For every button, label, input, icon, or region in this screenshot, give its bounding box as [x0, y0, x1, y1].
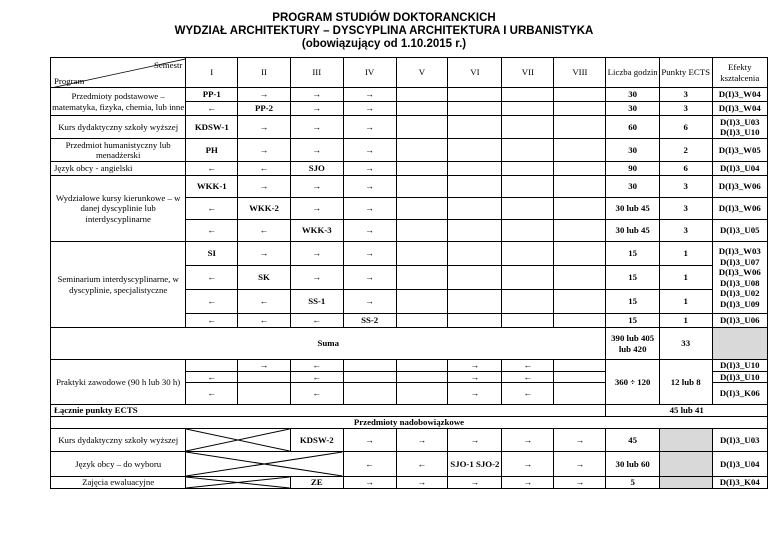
effect-code: D(I)3_U09 — [719, 298, 760, 309]
cell: SJO — [290, 162, 343, 176]
cell: → — [343, 198, 396, 220]
cell: → — [343, 477, 396, 489]
cell: → — [396, 477, 448, 489]
cell: ← — [290, 360, 343, 372]
ects-cell: 6 — [659, 162, 712, 176]
cell: → — [448, 383, 502, 405]
semestr-program-header — [51, 58, 186, 88]
ects-cell: 3 — [659, 102, 712, 116]
effects-cell: D(I)3_K04 — [712, 477, 768, 489]
cell: → — [290, 198, 343, 220]
hours-cell: 15 — [606, 266, 659, 290]
cell: → — [343, 102, 396, 116]
semester-header-2: II — [238, 58, 291, 88]
ects-cell: 1 — [659, 314, 712, 328]
cell: → — [554, 429, 606, 452]
sum-row — [51, 328, 768, 360]
cell: SK — [238, 266, 291, 290]
effects-cell: D(I)3_U05 — [712, 220, 768, 242]
cell: SI — [186, 242, 238, 266]
hours-cell: 90 — [606, 162, 659, 176]
cell: ← — [238, 290, 291, 314]
cell: → — [343, 116, 396, 139]
cell: → — [343, 88, 396, 102]
total-row — [51, 405, 768, 417]
cell: → — [343, 162, 396, 176]
practice-ects: 12 lub 8 — [659, 360, 712, 405]
cell: → — [343, 290, 396, 314]
cell: ZE — [290, 477, 343, 489]
cell: WKK-1 — [186, 176, 238, 198]
crossed-cell — [186, 452, 343, 477]
ects-cell: 2 — [659, 139, 712, 162]
cell: → — [554, 477, 606, 489]
cell: → — [238, 116, 291, 139]
hours-cell: 30 lub 45 — [606, 220, 659, 242]
shaded-cell — [712, 328, 768, 360]
effects-cell: D(I)3_U10 — [712, 371, 768, 383]
optional-header: Przedmioty nadobowiązkowe — [51, 417, 768, 429]
effects-cell: D(I)3_U06 — [712, 314, 768, 328]
total-label: Łącznie punkty ECTS — [51, 405, 606, 417]
cell: ← — [343, 452, 396, 477]
hours-cell: 30 — [606, 88, 659, 102]
ects-cell: 6 — [659, 116, 712, 139]
cell: → — [448, 371, 502, 383]
cell: ← — [502, 383, 554, 405]
semester-header-1: I — [186, 58, 238, 88]
sum-hours: 390 lub 405 lub 420 — [606, 328, 659, 360]
effects-cell: D(I)3_U04 — [712, 452, 768, 477]
cell: ← — [290, 383, 343, 405]
cell: → — [238, 139, 291, 162]
hours-cell: 30 lub 60 — [606, 452, 659, 477]
table-row — [51, 88, 768, 102]
ects-cell: 3 — [659, 176, 712, 198]
semester-header-3: III — [290, 58, 343, 88]
table-row — [51, 116, 768, 139]
hours-cell: 15 — [606, 290, 659, 314]
practice-hours: 360 ÷ 120 — [606, 360, 659, 405]
hours-cell: 60 — [606, 116, 659, 139]
hours-cell: 30 — [606, 176, 659, 198]
effect-code: D(I)3_U08 — [719, 277, 760, 288]
cell: → — [238, 88, 291, 102]
cell: PH — [186, 139, 238, 162]
cell: ← — [290, 371, 343, 383]
cell: ← — [396, 452, 448, 477]
hours-cell: 15 — [606, 314, 659, 328]
hours-cell: 30 — [606, 102, 659, 116]
effects-cell: D(I)3_U03 — [712, 429, 768, 452]
table-row — [51, 429, 768, 452]
semester-header-5: V — [396, 58, 448, 88]
table-row — [51, 176, 768, 198]
page-title-line3: (obowiązujący od 1.10.2015 r.) — [301, 38, 467, 50]
hours-cell: 30 — [606, 139, 659, 162]
cell: → — [290, 88, 343, 102]
cell: ← — [186, 290, 238, 314]
cell: → — [502, 429, 554, 452]
row-label-basic: Przedmioty podstawowe – matematyka, fizyka, chemia, lub inne — [51, 88, 186, 116]
program-label: Program — [54, 75, 85, 86]
semester-header-7: VII — [502, 58, 554, 88]
cell: WKK-3 — [290, 220, 343, 242]
cell: → — [502, 477, 554, 489]
cell: ← — [186, 162, 238, 176]
cell: → — [290, 266, 343, 290]
effects-cell: D(I)3_U10 — [712, 360, 768, 372]
cell: SJO-1 SJO-2 — [448, 452, 502, 477]
cell: ← — [186, 371, 238, 383]
cell: → — [396, 429, 448, 452]
table-row — [51, 242, 768, 266]
cell: → — [502, 452, 554, 477]
optional-header-row — [51, 417, 768, 429]
hours-cell: 5 — [606, 477, 659, 489]
table-row — [51, 162, 768, 176]
effects-cell: D(I)3_W06 — [712, 176, 768, 198]
effects-header: Efekty kształcenia — [712, 58, 768, 88]
semestr-label: Semestr — [153, 60, 183, 70]
seminar-effects-cell — [712, 242, 768, 314]
row-label-evaluation: Zajęcia ewaluacyjne — [51, 477, 186, 489]
cell: → — [290, 242, 343, 266]
ects-cell: 3 — [659, 220, 712, 242]
cell: ← — [238, 220, 291, 242]
cell: → — [343, 266, 396, 290]
cell: ← — [502, 371, 554, 383]
cell: ← — [186, 198, 238, 220]
ects-cell: 3 — [659, 88, 712, 102]
cell: → — [343, 220, 396, 242]
cell: ← — [238, 162, 291, 176]
effects-cell: D(I)3_U04 — [712, 162, 768, 176]
cell: → — [343, 139, 396, 162]
cell: WKK-2 — [238, 198, 291, 220]
cell: → — [448, 429, 502, 452]
cell: → — [448, 360, 502, 372]
cell: ← — [186, 383, 238, 405]
cell: SS-1 — [290, 290, 343, 314]
row-label-optional-language: Język obcy – do wyboru — [51, 452, 186, 477]
cell: → — [343, 429, 396, 452]
table-row — [51, 477, 768, 489]
cell: SS-2 — [343, 314, 396, 328]
cell: → — [290, 139, 343, 162]
cell: → — [448, 477, 502, 489]
cell: PP-1 — [186, 88, 238, 102]
cell: → — [238, 176, 291, 198]
effects-cell: D(I)3_U03 D(I)3_U10 — [712, 116, 768, 139]
cell: ← — [238, 314, 291, 328]
total-value: 45 lub 41 — [606, 405, 768, 417]
hours-header: Liczba godzin — [606, 58, 659, 88]
sum-label: Suma — [51, 328, 606, 360]
cell: → — [290, 102, 343, 116]
ects-cell: 1 — [659, 266, 712, 290]
sum-ects: 33 — [659, 328, 712, 360]
row-label-practice: Praktyki zawodowe (90 h lub 30 h) — [51, 360, 186, 405]
cell: → — [554, 452, 606, 477]
shaded-cell — [659, 477, 712, 489]
crossed-cell — [186, 429, 291, 452]
ects-header: Punkty ECTS — [659, 58, 712, 88]
page-title-line2: WYDZIAŁ ARCHITEKTURY – DYSCYPLINA ARCHITEKTURA I URBANISTYKA — [174, 25, 594, 37]
program-table — [50, 57, 768, 489]
cell: ← — [502, 360, 554, 372]
cell: → — [343, 242, 396, 266]
shaded-cell — [659, 429, 712, 452]
shaded-cell — [659, 452, 712, 477]
cell: ← — [186, 266, 238, 290]
cell: ← — [186, 314, 238, 328]
cell: ← — [186, 220, 238, 242]
effects-cell: D(I)3_K06 — [712, 383, 768, 405]
row-label-courses: Wydziałowe kursy kierunkowe – w danej dyscyplinie lub interdyscyplinarne — [51, 176, 186, 242]
hours-cell: 45 — [606, 429, 659, 452]
effect-code: D(I)3_U02 — [719, 288, 760, 298]
page-title-line1: PROGRAM STUDIÓW DOKTORANCKICH — [272, 12, 496, 24]
row-label-seminars: Seminarium interdyscyplinarne, w dyscyplinie, specjalistyczne — [51, 242, 186, 328]
effect-code: D(I)3_W06 — [718, 267, 761, 277]
cell: KDSW-2 — [290, 429, 343, 452]
semester-header-4: IV — [343, 58, 396, 88]
cell: ← — [186, 102, 238, 116]
cell: → — [238, 242, 291, 266]
ects-cell: 3 — [659, 198, 712, 220]
effects-cell: D(I)3_W04 — [712, 88, 768, 102]
ects-cell: 1 — [659, 242, 712, 266]
table-row — [51, 360, 768, 372]
cell: KDSW-1 — [186, 116, 238, 139]
table-row — [51, 452, 768, 477]
hours-cell: 30 lub 45 — [606, 198, 659, 220]
effect-code: D(I)3_W03 — [718, 246, 761, 256]
effects-cell: D(I)3_W05 — [712, 139, 768, 162]
row-label-didactic: Kurs dydaktyczny szkoły wyższej — [51, 116, 186, 139]
cell: → — [290, 176, 343, 198]
hours-cell: 15 — [606, 242, 659, 266]
semester-header-6: VI — [448, 58, 502, 88]
row-label-language: Język obcy - angielski — [51, 162, 186, 176]
cell: ← — [290, 314, 343, 328]
ects-cell: 1 — [659, 290, 712, 314]
row-label-optional-didactic: Kurs dydaktyczny szkoły wyższej — [51, 429, 186, 452]
cell: → — [238, 360, 291, 372]
header-row — [51, 58, 768, 88]
effects-cell: D(I)3_W04 — [712, 102, 768, 116]
semester-header-8: VIII — [554, 58, 606, 88]
cell: → — [343, 176, 396, 198]
effects-cell: D(I)3_W06 — [712, 198, 768, 220]
crossed-cell — [186, 477, 291, 489]
row-label-humanities: Przedmiot humanistyczny lub menadżerski — [51, 139, 186, 162]
table-row — [51, 139, 768, 162]
cell: → — [290, 116, 343, 139]
cell: PP-2 — [238, 102, 291, 116]
effect-code: D(I)3_U07 — [719, 256, 760, 267]
